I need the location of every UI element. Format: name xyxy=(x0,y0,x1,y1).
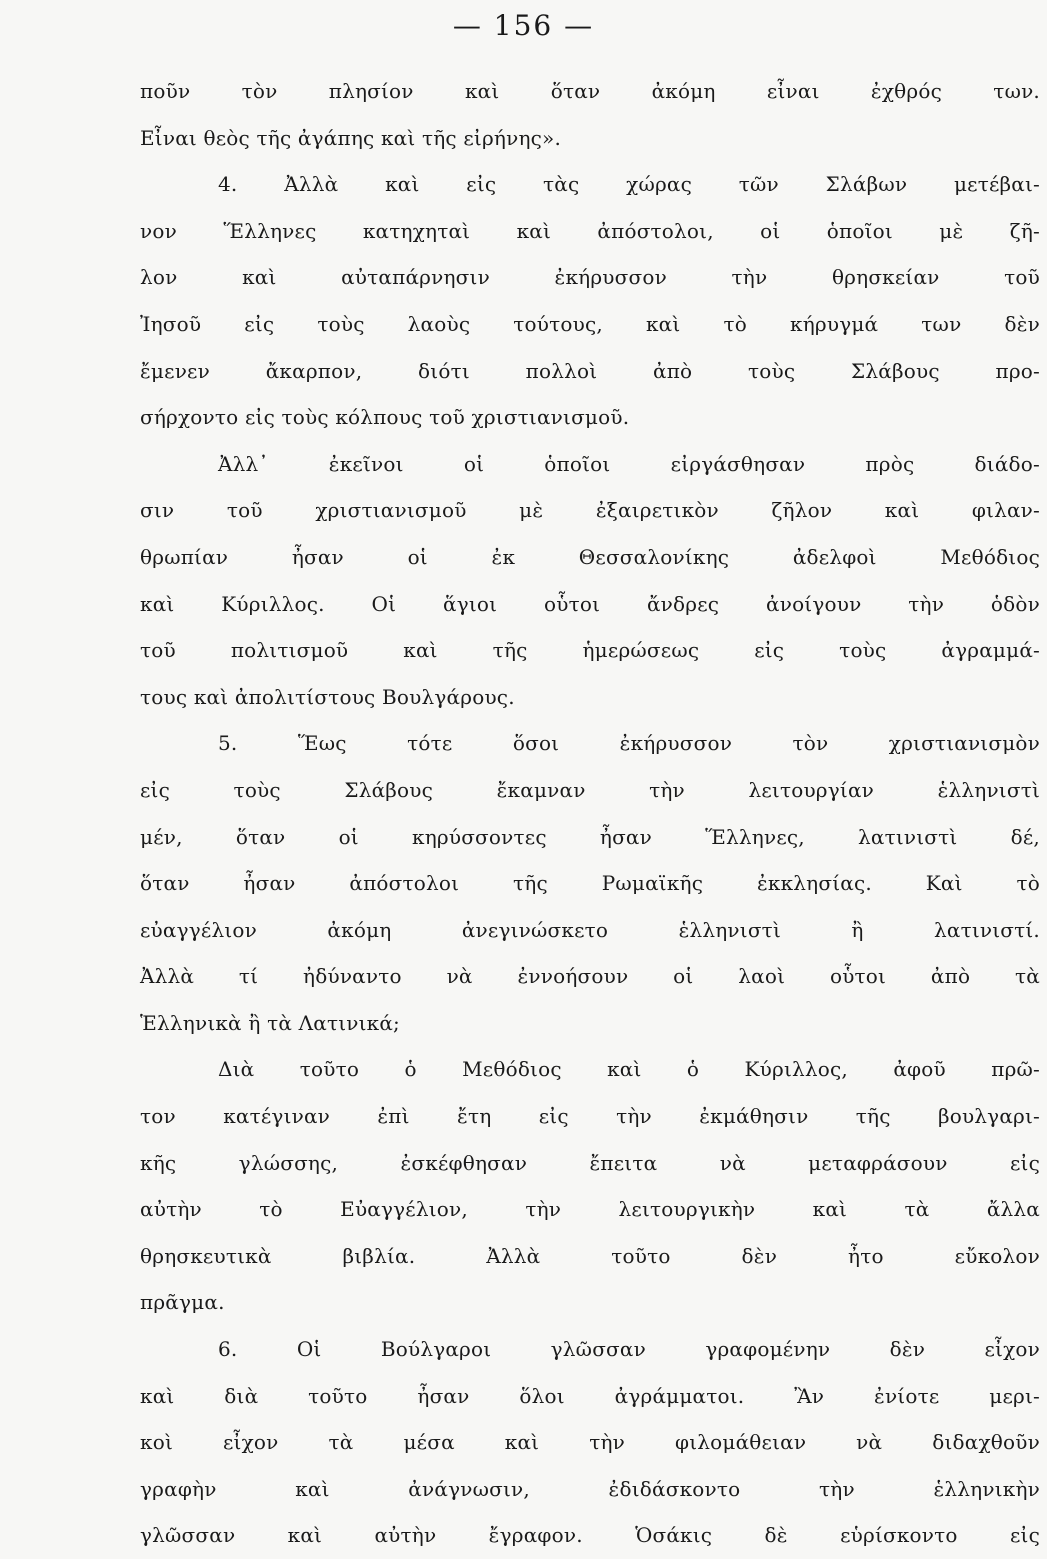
text-line: καὶ διὰ τοῦτο ἦσαν ὅλοι ἀγράμματοι. Ἂν ἐνίοτε μερι- xyxy=(140,1383,1040,1408)
text-line: θρωπίαν ἦσαν οἱ ἐκ Θεσσαλονίκης ἀδελφοὶ Μεθόδιος xyxy=(140,544,1040,569)
text-line: σιν τοῦ χριστιανισμοῦ μὲ ἐξαιρετικὸν ζῆλον καὶ φιλαν- xyxy=(140,498,1040,523)
text-line: μέν, ὅταν οἱ κηρύσσοντες ἦσαν Ἕλληνες, λατινιστὶ δέ, xyxy=(140,824,1040,849)
text-line: Ἰησοῦ εἰς τοὺς λαοὺς τούτους, καὶ τὸ κήρυγμά των δὲν xyxy=(140,311,1040,336)
page-number: — 156 — xyxy=(452,9,595,42)
text-line: 4. Ἀλλὰ καὶ εἰς τὰς χώρας τῶν Σλάβων μετέβαι- xyxy=(218,172,1040,197)
text-line: καὶ Κύριλλος. Οἱ ἅγιοι οὗτοι ἄνδρες ἀνοίγουν τὴν ὁδὸν xyxy=(140,591,1040,616)
text-line: κοὶ εἶχον τὰ μέσα καὶ τὴν φιλομάθειαν νὰ διδαχθοῦν xyxy=(140,1430,1040,1455)
text-line: γλῶσσαν καὶ αὐτὴν ἔγραφον. Ὁσάκις δὲ εὑρίσκοντο εἰς xyxy=(140,1523,1040,1548)
text-line: γραφὴν καὶ ἀνάγνωσιν, ἐδιδάσκοντο τὴν ἑλληνικὴν xyxy=(140,1476,1040,1501)
text-line: Εἶναι θεὸς τῆς ἀγάπης καὶ τῆς εἰρήνης». xyxy=(140,125,562,150)
text-line: εὐαγγέλιον ἀκόμη ἀνεγινώσκετο ἑλληνιστὶ ἢ λατινιστί. xyxy=(140,917,1040,942)
text-line: ὅταν ἦσαν ἀπόστολοι τῆς Ρωμαϊκῆς ἐκκλησίας. Καὶ τὸ xyxy=(140,871,1040,896)
text-line: λον καὶ αὐταπάρνησιν ἐκήρυσσον τὴν θρησκείαν τοῦ xyxy=(140,265,1040,290)
text-line: ἔμενεν ἄκαρπον, διότι πολλοὶ ἀπὸ τοὺς Σλάβους προ- xyxy=(140,358,1040,383)
text-line: πρᾶγμα. xyxy=(140,1290,225,1315)
text-line: θρησκευτικὰ βιβλία. Ἀλλὰ τοῦτο δὲν ἦτο εὔκολον xyxy=(140,1243,1040,1268)
text-line: ποῦν τὸν πλησίον καὶ ὅταν ἀκόμη εἶναι ἐχθρός των. xyxy=(140,79,1040,103)
text-line: κῆς γλώσσης, ἐσκέφθησαν ἔπειτα νὰ μεταφράσουν εἰς xyxy=(140,1150,1040,1175)
text-line: σήρχοντο εἰς τοὺς κόλπους τοῦ χριστιανισμοῦ. xyxy=(140,405,630,430)
text-line: νον Ἕλληνες κατηχηταὶ καὶ ἀπόστολοι, οἱ ὁποῖοι μὲ ζῆ- xyxy=(140,218,1040,243)
text-line: Ἀλλ᾽ ἐκεῖνοι οἱ ὁποῖοι εἰργάσθησαν πρὸς διάδο- xyxy=(218,451,1040,476)
text-line: αὐτὴν τὸ Εὐαγγέλιον, τὴν λειτουργικὴν καὶ τὰ ἄλλα xyxy=(140,1197,1040,1222)
text-line: Ἀλλὰ τί ἠδύναντο νὰ ἐννοήσουν οἱ λαοὶ οὗτοι ἀπὸ τὰ xyxy=(140,964,1040,989)
text-line: 6. Οἱ Βούλγαροι γλῶσσαν γραφομένην δὲν εἶχον xyxy=(218,1337,1040,1362)
text-line: τοῦ πολιτισμοῦ καὶ τῆς ἡμερώσεως εἰς τοὺς ἀγραμμά- xyxy=(140,638,1040,663)
text-line: εἰς τοὺς Σλάβους ἔκαμναν τὴν λειτουργίαν ἑλληνιστὶ xyxy=(140,777,1040,802)
body-text xyxy=(140,68,1040,1559)
text-line: 5. Ἕως τότε ὅσοι ἐκήρυσσον τὸν χριστιανισμὸν xyxy=(218,731,1040,756)
text-line: Ἑλληνικὰ ἢ τὰ Λατινικά; xyxy=(140,1010,400,1035)
text-line: τον κατέγιναν ἐπὶ ἔτη εἰς τὴν ἐκμάθησιν τῆς βουλγαρι- xyxy=(140,1104,1040,1129)
text-line: Διὰ τοῦτο ὁ Μεθόδιος καὶ ὁ Κύριλλος, ἀφοῦ πρῶ- xyxy=(218,1057,1040,1082)
text-line: τους καὶ ἀπολιτίστους Βουλγάρους. xyxy=(140,684,515,709)
